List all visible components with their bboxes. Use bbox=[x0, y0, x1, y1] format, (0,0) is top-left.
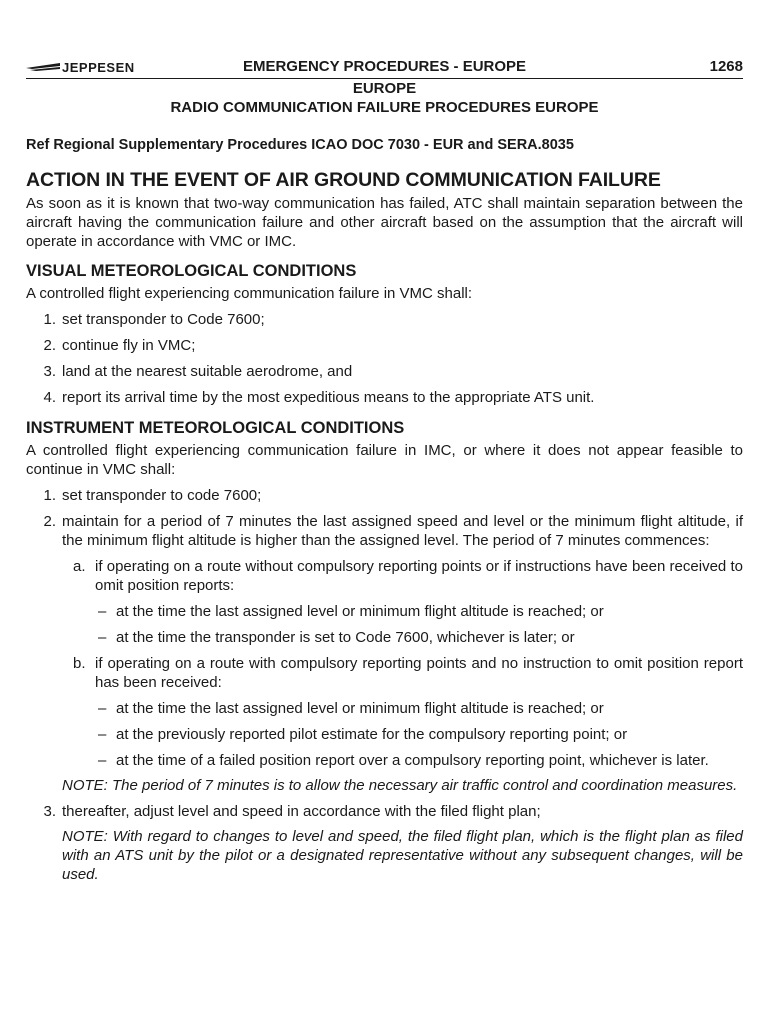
list-text: continue fly in VMC; bbox=[62, 337, 196, 354]
list-number: 3. bbox=[43, 363, 56, 380]
list-number: 2. bbox=[43, 337, 56, 354]
list-text: maintain for a period of 7 minutes the last assigned speed and level or the minimum flight altitude, if the minimum flight altitude is higher than the assigned level. The period of 7 minutes commences: bbox=[62, 513, 743, 549]
dash-item bbox=[98, 751, 743, 770]
vmc-list-item bbox=[26, 310, 743, 329]
logo-text: JEPPESEN bbox=[62, 60, 135, 75]
header-subtitle-topic: RADIO COMMUNICATION FAILURE PROCEDURES EUROPE bbox=[170, 99, 599, 116]
vmc-list-item bbox=[26, 362, 743, 381]
vmc-heading: VISUAL METEOROLOGICAL CONDITIONS bbox=[26, 262, 357, 280]
reference-line: Ref Regional Supplementary Procedures ICAO DOC 7030 - EUR and SERA.8035 bbox=[26, 137, 574, 153]
header-divider bbox=[26, 78, 743, 79]
vmc-list-item bbox=[26, 336, 743, 355]
dash-mark: – bbox=[98, 700, 107, 717]
list-number: 1. bbox=[43, 487, 56, 504]
vmc-list-item bbox=[26, 388, 743, 407]
sub-letter: b. bbox=[73, 655, 86, 672]
dash-text: at the time of a failed position report over a compulsory reporting point, whichever is later. bbox=[116, 752, 709, 769]
note-period: NOTE: The period of 7 minutes is to allow the necessary air traffic control and coordination measures. bbox=[62, 777, 738, 794]
header-subtitle-region: EUROPE bbox=[352, 80, 417, 97]
sub-item-a bbox=[73, 557, 743, 595]
dash-text: at the time the last assigned level or minimum flight altitude is reached; or bbox=[116, 700, 604, 717]
dash-item bbox=[98, 628, 743, 647]
dash-item bbox=[98, 699, 743, 718]
list-text: land at the nearest suitable aerodrome, and bbox=[62, 363, 353, 380]
dash-text: at the time the last assigned level or minimum flight altitude is reached; or bbox=[116, 603, 604, 620]
list-number: 3. bbox=[43, 803, 56, 820]
imc-list-item bbox=[26, 512, 743, 550]
list-number: 2. bbox=[43, 513, 56, 530]
page-header bbox=[26, 58, 743, 78]
document-body bbox=[26, 194, 743, 884]
list-number: 4. bbox=[43, 389, 56, 406]
dash-item bbox=[98, 725, 743, 744]
imc-heading: INSTRUMENT METEOROLOGICAL CONDITIONS bbox=[26, 419, 405, 437]
main-heading: ACTION IN THE EVENT OF AIR GROUND COMMUNICATION FAILURE bbox=[26, 169, 661, 191]
imc-list-item bbox=[26, 802, 743, 821]
intro-paragraph: As soon as it is known that two-way communication has failed, ATC shall maintain separation between the aircraft having the communication failure and other aircraft based on the assumption that the aircraft will operate in accordance with VMC or IMC. bbox=[26, 195, 743, 250]
sub-letter: a. bbox=[73, 558, 86, 575]
sub-text: if operating on a route without compulsory reporting points or if instructions have been received to omit position reports: bbox=[95, 558, 743, 594]
list-text: set transponder to Code 7600; bbox=[62, 311, 265, 328]
vmc-lead: A controlled flight experiencing communication failure in VMC shall: bbox=[26, 285, 473, 302]
list-text: set transponder to code 7600; bbox=[62, 487, 262, 504]
dash-text: at the time the transponder is set to Code 7600, whichever is later; or bbox=[116, 629, 575, 646]
sub-text: if operating on a route with compulsory reporting points and no instruction to omit position report has been received: bbox=[95, 655, 743, 691]
note-flight-plan: NOTE: With regard to changes to level and speed, the filed flight plan, which is the flight plan as filed with an ATS unit by the pilot or a designated representative without any subsequent changes, will be used. bbox=[62, 828, 743, 883]
page-number: 1268 bbox=[709, 58, 743, 75]
sub-item-b bbox=[73, 654, 743, 692]
dash-mark: – bbox=[98, 603, 107, 620]
imc-list-item bbox=[26, 486, 743, 505]
dash-text: at the previously reported pilot estimate for the compulsory reporting point; or bbox=[116, 726, 628, 743]
dash-mark: – bbox=[98, 752, 107, 769]
list-text: report its arrival time by the most expeditious means to the appropriate ATS unit. bbox=[62, 389, 595, 406]
header-title: EMERGENCY PROCEDURES - EUROPE bbox=[242, 58, 527, 75]
dash-mark: – bbox=[98, 629, 107, 646]
dash-item bbox=[98, 602, 743, 621]
list-number: 1. bbox=[43, 311, 56, 328]
imc-lead: A controlled flight experiencing communication failure in IMC, or where it does not appear feasible to continue in VMC shall: bbox=[26, 442, 743, 478]
list-text: thereafter, adjust level and speed in accordance with the filed flight plan; bbox=[62, 803, 541, 820]
dash-mark: – bbox=[98, 726, 107, 743]
